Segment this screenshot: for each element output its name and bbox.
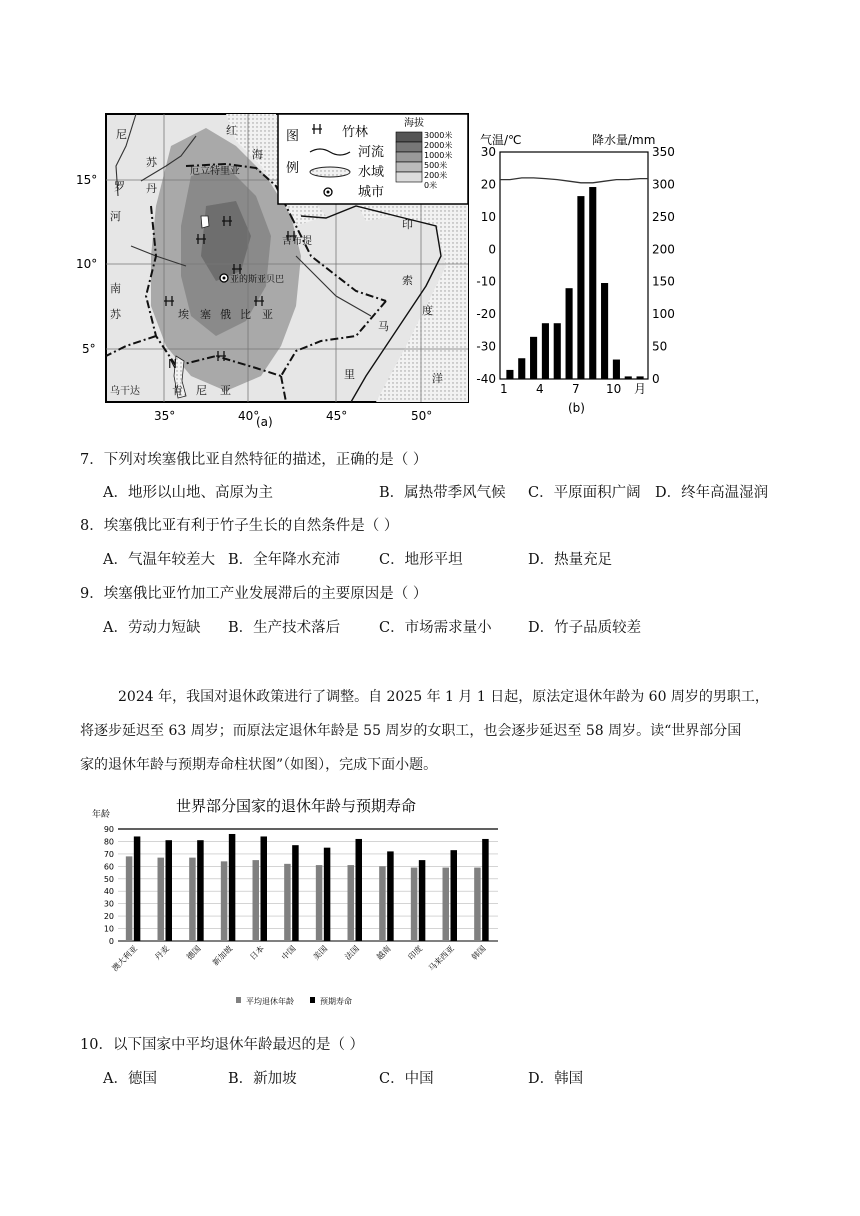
climate-precip-bar: [589, 187, 596, 379]
question-10: 10．以下国家中平均退休年龄最迟的是（ ）: [80, 1037, 365, 1053]
north-arrow-label: N: [168, 357, 177, 371]
x-category-label: 马来西亚: [426, 944, 456, 974]
x-category-label: 印度: [406, 944, 425, 962]
legend-river: 河流: [358, 145, 385, 160]
q7-option-c[interactable]: C．平原面积广阔: [528, 485, 641, 501]
x-category-label: 新加坡: [210, 944, 235, 968]
retire-age-bar: [411, 868, 418, 941]
legend-retire-label: 平均退休年龄: [246, 997, 294, 1006]
climate-precip-bar: [542, 323, 549, 379]
label-yang: 洋: [432, 372, 443, 385]
passage-line-2: 将逐步延迟至 63 周岁；而原法定退休年龄是 55 周岁的女职工，也会逐步延迟至 58 周岁。读“世界部分国: [80, 723, 742, 739]
climate-caption: (b): [568, 401, 585, 415]
climate-precip-bar: [530, 337, 537, 379]
climate-x-4: 4: [536, 382, 544, 396]
chart-title: 世界部分国家的退休年龄与预期寿命: [176, 797, 417, 815]
chart-ylabel: 年龄: [92, 810, 111, 820]
legend-elev-1000: 1000米: [424, 151, 453, 160]
label-addis: 亚的斯亚贝巴: [230, 275, 285, 285]
y-tick-label: 0: [108, 937, 114, 946]
label-yin: 印: [402, 218, 413, 231]
climate-precip-bar: [577, 196, 584, 379]
q8-option-b[interactable]: B．全年降水充沛: [228, 552, 341, 568]
q9-option-d[interactable]: D．竹子品质较差: [528, 620, 642, 636]
retire-age-bar: [316, 865, 323, 941]
life-expectancy-bar: [482, 839, 489, 941]
passage-line-1: 2024 年，我国对退休政策进行了调整。自 2025 年 1 月 1 日起，原法定退休年龄为 60 周岁的男职工，: [118, 689, 769, 705]
retire-age-bar: [253, 860, 260, 941]
x-category-label: 澳大利亚: [110, 944, 140, 974]
q7-option-b[interactable]: B．属热带季风气候: [379, 485, 506, 501]
q9-option-c[interactable]: C．市场需求量小: [379, 620, 492, 636]
label-kenya-2: 尼: [196, 384, 207, 397]
legend-city: 城市: [358, 185, 385, 200]
legend-elev-200: 200米: [424, 171, 448, 180]
q10-option-b[interactable]: B．新加坡: [228, 1071, 297, 1087]
y-tick-label: 50: [103, 874, 114, 884]
legend-elev-2000: 2000米: [424, 141, 453, 150]
life-expectancy-bar: [166, 840, 173, 941]
lon-45: 45°: [326, 409, 348, 423]
retire-age-bar: [348, 865, 355, 941]
label-ss-2: 苏: [110, 308, 121, 321]
retire-age-bar: [158, 858, 165, 941]
retire-age-bar: [443, 868, 450, 941]
climate-y1-tick: -30: [476, 339, 496, 354]
life-expectancy-bar: [419, 860, 426, 941]
climate-x-10: 10: [606, 382, 622, 396]
label-eth-4: 比: [240, 308, 251, 321]
climate-precip-bar: [613, 360, 620, 379]
x-category-label: 韩国: [469, 944, 488, 962]
life-expectancy-bar: [197, 840, 204, 941]
x-category-label: 德国: [184, 944, 203, 962]
legend-elev-500: 500米: [424, 161, 448, 170]
climate-precip-bar: [566, 288, 573, 379]
life-expectancy-bar: [261, 836, 268, 941]
climate-y2-tick: 350: [652, 145, 675, 159]
climate-precip-bar: [637, 376, 644, 379]
y-tick-label: 70: [103, 849, 114, 859]
label-niluo-1: 尼: [116, 128, 127, 141]
life-expectancy-bar: [229, 834, 236, 941]
climate-chart: [470, 128, 675, 418]
lon-40: 40°: [238, 409, 260, 423]
legend-bamboo: 竹林: [342, 125, 369, 140]
lon-50: 50°: [411, 409, 433, 423]
label-hong: 红: [226, 124, 237, 137]
passage-line-3: 家的退休年龄与预期寿命柱状图”（如图），完成下面小题。: [80, 757, 438, 773]
climate-y1-tick: 0: [488, 242, 496, 257]
climate-x-7: 7: [572, 382, 580, 396]
label-li: 里: [344, 368, 355, 381]
label-djibouti: 吉布提: [282, 236, 312, 247]
climate-precip-bar: [554, 323, 561, 379]
q9-option-a[interactable]: A．劳动力短缺: [103, 620, 201, 636]
climate-x-1: 1: [500, 382, 508, 396]
legend-elev-0: 0米: [424, 181, 438, 190]
life-expectancy-bar: [292, 845, 299, 941]
label-ma: 马: [378, 320, 389, 333]
y-tick-label: 80: [103, 837, 114, 847]
x-category-label: 法国: [343, 944, 361, 962]
q10-option-d[interactable]: D．韩国: [528, 1071, 584, 1087]
label-kenya-3: 亚: [220, 384, 231, 397]
label-kenya-1: 肯: [172, 384, 183, 397]
label-niluo-3: 河: [110, 210, 121, 223]
retirement-chart: [88, 795, 508, 1015]
label-eth-2: 塞: [200, 308, 211, 321]
q7-option-d[interactable]: D．终年高温湿润: [655, 485, 769, 501]
q10-option-a[interactable]: A．德国: [103, 1071, 157, 1087]
label-eth-5: 亚: [262, 308, 273, 321]
q8-option-a[interactable]: A．气温年较差大: [103, 552, 215, 568]
climate-y1-tick: 30: [480, 145, 496, 159]
climate-y2-tick: 250: [652, 209, 675, 224]
label-uganda: 乌干达: [110, 386, 140, 397]
label-ss-1: 南: [110, 282, 121, 295]
y-tick-label: 10: [103, 924, 114, 934]
climate-y2-tick: 100: [652, 307, 675, 322]
climate-y2-tick: 0: [652, 372, 660, 386]
label-sudan-2: 丹: [146, 182, 157, 195]
lat-10: 10°: [76, 257, 98, 271]
climate-y1-tick: -40: [476, 372, 496, 386]
map-caption: (a): [256, 415, 273, 429]
map-legend: [278, 114, 468, 204]
legend-elev-3000: 3000米: [424, 131, 453, 140]
x-category-label: 丹麦: [153, 944, 171, 962]
x-category-label: 中国: [279, 944, 298, 962]
retire-age-bar: [126, 856, 133, 941]
q8-option-d[interactable]: D．热量充足: [528, 552, 613, 568]
y-tick-label: 90: [103, 825, 114, 834]
legend-elev-title: 海拔: [404, 118, 424, 129]
climate-y2-tick: 200: [652, 242, 675, 257]
legend-water: 水域: [358, 165, 385, 180]
lat-5: 5°: [82, 342, 96, 356]
climate-precip-bar: [625, 376, 632, 379]
y-tick-label: 20: [103, 912, 114, 922]
climate-y1-title: 气温/℃: [480, 133, 522, 147]
climate-y2-tick: 150: [652, 274, 675, 289]
climate-y1-tick: -10: [476, 274, 496, 289]
label-sudan-1: 苏: [146, 156, 157, 169]
q8-option-c[interactable]: C．地形平坦: [379, 552, 463, 568]
climate-y1-tick: -20: [476, 307, 496, 322]
life-expectancy-bar: [451, 850, 458, 941]
climate-y2-tick: 50: [652, 339, 668, 354]
life-expectancy-bar: [387, 851, 394, 941]
retire-age-bar: [221, 861, 228, 941]
label-eth-1: 埃: [178, 308, 189, 321]
x-category-label: 日本: [248, 944, 266, 962]
life-expectancy-bar: [324, 848, 331, 941]
q7-option-a[interactable]: A．地形以山地、高原为主: [103, 485, 273, 501]
climate-y1-tick: 10: [480, 209, 496, 224]
y-tick-label: 40: [103, 887, 114, 897]
climate-precip-bar: [601, 283, 608, 379]
legend-title-2: 例: [286, 161, 300, 176]
label-hai: 海: [252, 148, 263, 161]
retire-age-bar: [474, 868, 481, 941]
label-eth-3: 俄: [220, 308, 231, 321]
climate-y2-title: 降水量/mm: [592, 133, 656, 147]
lon-35: 35°: [154, 409, 176, 423]
q10-option-c[interactable]: C．中国: [379, 1071, 434, 1087]
climate-y2-tick: 300: [652, 177, 675, 192]
climate-y1-tick: 20: [480, 177, 496, 192]
retire-age-bar: [189, 858, 196, 941]
question-8: 8．埃塞俄比亚有利于竹子生长的自然条件是（ ）: [80, 518, 399, 534]
lat-15: 15°: [76, 173, 98, 187]
chart-legend: [236, 996, 352, 1006]
x-category-label: 美国: [311, 944, 330, 962]
climate-x-unit: 月: [634, 382, 647, 396]
label-niluo-2: 罗: [114, 180, 125, 193]
question-9: 9．埃塞俄比亚竹加工产业发展滞后的主要原因是（ ）: [80, 586, 428, 602]
life-expectancy-bar: [134, 836, 141, 941]
ethiopia-map: [76, 106, 476, 436]
legend-title-1: 图: [286, 129, 300, 144]
y-tick-label: 60: [103, 862, 114, 872]
label-suo: 索: [402, 274, 413, 287]
label-eritrea: 厄立特里亚: [190, 166, 240, 177]
y-tick-label: 30: [103, 899, 114, 909]
life-expectancy-bar: [356, 839, 363, 941]
climate-precip-bar: [518, 358, 525, 379]
x-category-label: 越南: [374, 944, 393, 962]
question-7: 7．下列对埃塞俄比亚自然特征的描述，正确的是（ ）: [80, 452, 428, 468]
retire-age-bar: [379, 866, 386, 941]
label-du: 度: [422, 304, 433, 317]
retire-age-bar: [284, 864, 291, 941]
q9-option-b[interactable]: B．生产技术落后: [228, 620, 341, 636]
climate-precip-bar: [506, 370, 513, 379]
legend-life-label: 预期寿命: [320, 997, 352, 1006]
